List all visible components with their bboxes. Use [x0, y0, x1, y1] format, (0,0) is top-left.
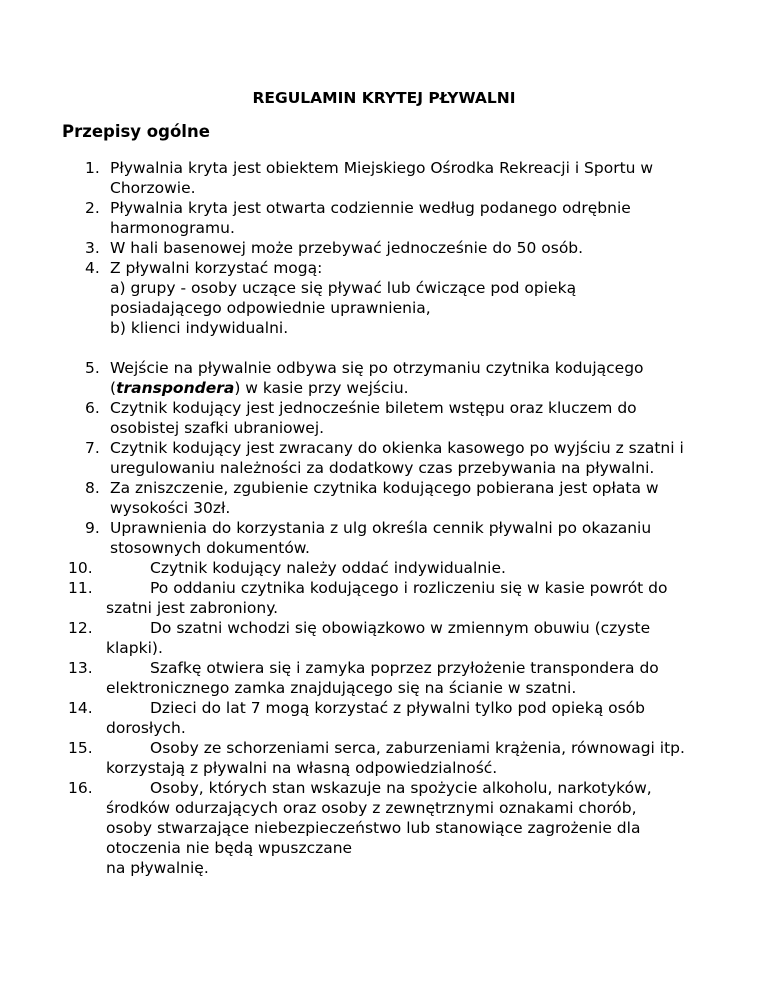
rule-text-line: posiadającego odpowiednie uprawnienia,	[110, 299, 431, 317]
rule-text-line: Czytnik kodujący jest zwracany do okienka kasowego po wyjściu z szatni i	[110, 439, 684, 457]
rule-text-fragment: (	[110, 379, 117, 397]
rule-text-line: Pływalnia kryta jest obiektem Miejskiego Ośrodka Rekreacji i Sportu w	[110, 159, 654, 177]
rule-text-line: Osoby ze schorzeniami serca, zaburzeniami krążenia, równowagi itp.	[150, 739, 685, 757]
rule-text-line: harmonogramu.	[110, 219, 235, 237]
section-heading: Przepisy ogólne	[62, 122, 210, 141]
rule-item-5	[0, 358, 710, 398]
rule-item-13	[0, 658, 710, 698]
rule-number: 13.	[68, 659, 93, 677]
rule-text-line: klapki).	[106, 639, 163, 657]
rule-item-2	[0, 198, 710, 238]
rule-number: 9.	[85, 519, 100, 537]
document-title: REGULAMIN KRYTEJ PŁYWALNI	[252, 89, 516, 107]
rule-item-16	[0, 778, 710, 878]
rule-text-line: Uprawnienia do korzystania z ulg określa cennik pływalni po okazaniu	[110, 519, 652, 537]
rule-number: 15.	[68, 739, 93, 757]
rule-number: 7.	[85, 439, 100, 457]
rule-number: 16.	[68, 779, 93, 797]
rule-text-line: Za zniszczenie, zgubienie czytnika kodującego pobierana jest opłata w	[110, 479, 659, 497]
rule-item-10	[0, 558, 710, 578]
rule-text-line: korzystają z pływalni na własną odpowiedzialność.	[106, 759, 498, 777]
rule-item-1	[0, 158, 710, 198]
rule-item-6	[0, 398, 710, 438]
rule-text-fragment: ) w kasie przy wejściu.	[234, 379, 409, 397]
rule-text-line: elektronicznego zamka znajdującego się na ścianie w szatni.	[106, 679, 577, 697]
rule-text-line: W hali basenowej może przebywać jednocześnie do 50 osób.	[110, 239, 584, 257]
rule-text-line: Z pływalni korzystać mogą:	[110, 259, 323, 277]
rule-text-line: Dzieci do lat 7 mogą korzystać z pływalni tylko pod opieką osób	[150, 699, 645, 717]
rule-text-line: Szafkę otwiera się i zamyka poprzez przyłożenie transpondera do	[150, 659, 659, 677]
rule-text-line: Czytnik kodujący jest jednocześnie biletem wstępu oraz kluczem do	[110, 399, 637, 417]
rule-item-8	[0, 478, 710, 518]
rule-item-14	[0, 698, 710, 738]
rule-number: 12.	[68, 619, 93, 637]
rule-text-line: osobistej szafki ubraniowej.	[110, 419, 325, 437]
rule-text-line: na pływalnię.	[106, 859, 209, 877]
rule-text-line: Czytnik kodujący należy oddać indywidualnie.	[150, 559, 506, 577]
rule-item-7	[0, 438, 710, 478]
rule-number: 11.	[68, 579, 93, 597]
rule-emphasis-term: transpondera	[116, 379, 235, 397]
rule-text-line: Po oddaniu czytnika kodującego i rozliczeniu się w kasie powrót do	[150, 579, 668, 597]
rule-item-11	[0, 578, 710, 618]
rule-number: 3.	[85, 239, 100, 257]
rule-number: 14.	[68, 699, 93, 717]
rule-text-line: b) klienci indywidualni.	[110, 319, 289, 337]
rule-text-line: środków odurzających oraz osoby z zewnętrznymi oznakami chorób,	[106, 799, 637, 817]
rule-number: 5.	[85, 359, 100, 377]
rule-text-line: otoczenia nie będą wpuszczane	[106, 839, 353, 857]
rule-number: 4.	[85, 259, 100, 277]
rule-item-12	[0, 618, 710, 658]
rule-item-9	[0, 518, 710, 558]
rule-text-line: Wejście na pływalnie odbywa się po otrzymaniu czytnika kodującego	[110, 359, 644, 377]
rule-number: 2.	[85, 199, 100, 217]
rule-text-line	[110, 378, 710, 398]
rule-text-line: Chorzowie.	[110, 179, 196, 197]
rule-number: 8.	[85, 479, 100, 497]
rule-item-15	[0, 738, 710, 778]
rule-number: 1.	[85, 159, 100, 177]
rule-text-line: stosownych dokumentów.	[110, 539, 310, 557]
rules-list	[0, 158, 768, 878]
rule-text-line: osoby stwarzające niebezpieczeństwo lub stanowiące zagrożenie dla	[106, 819, 641, 837]
rule-number: 6.	[85, 399, 100, 417]
rule-text-line: dorosłych.	[106, 719, 186, 737]
rule-item-4	[0, 258, 710, 338]
rule-text-line: Do szatni wchodzi się obowiązkowo w zmiennym obuwiu (czyste	[150, 619, 651, 637]
rule-text-line: szatni jest zabroniony.	[106, 599, 279, 617]
rule-text-line: Pływalnia kryta jest otwarta codziennie według podanego odrębnie	[110, 199, 631, 217]
rule-item-3	[0, 238, 710, 258]
rule-text-line: wysokości 30zł.	[110, 499, 231, 517]
rule-text-line: a) grupy - osoby uczące się pływać lub ćwiczące pod opieką	[110, 279, 577, 297]
rule-text-line: uregulowaniu należności za dodatkowy czas przebywania na pływalni.	[110, 459, 655, 477]
rule-text-line: Osoby, których stan wskazuje na spożycie alkoholu, narkotyków,	[150, 779, 652, 797]
rule-number: 10.	[68, 559, 93, 577]
